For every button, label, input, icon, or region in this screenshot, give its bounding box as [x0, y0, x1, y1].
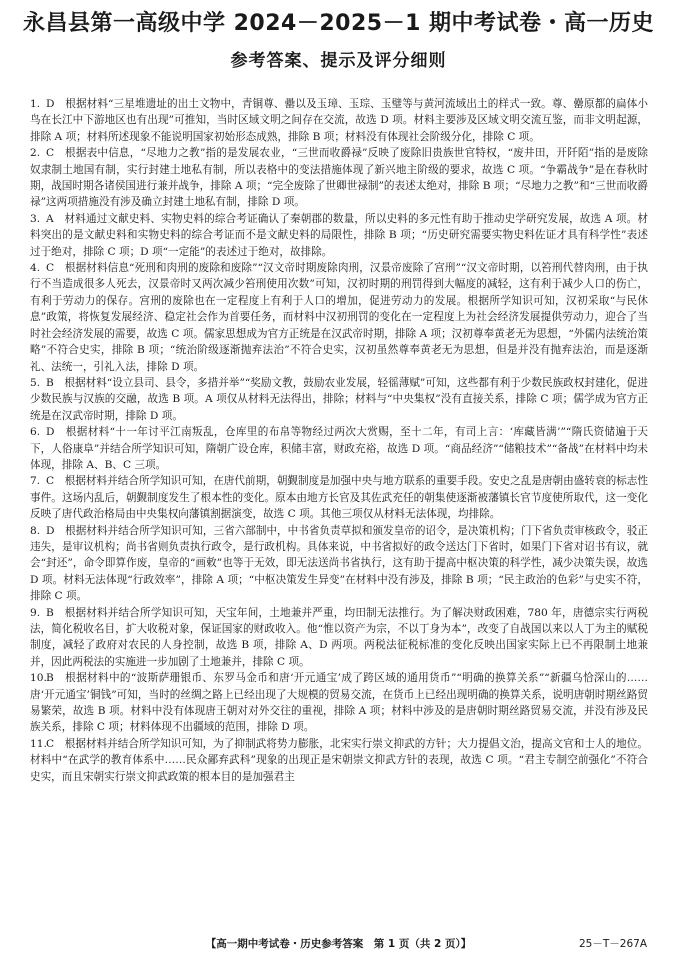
- answer-item: [30, 96, 648, 145]
- answer-text: D 根据材料“三星堆遗址的出土文物中，青铜尊、罍以及玉璋、玉琮、玉璧等与黄河流域出土的样式一致。尊、罍原都的扁体小鸟在长江中下游地区也有出现”可推知，当时区域文明之间存在交流，故选 D 项。材料主要涉及区域文明交流互鉴，而非文明起源，排除 A 项；材料所述现象不能说明国家初始形态成熟，排除 B 项；材料没有体现社会阶级分化，排除 C 项。: [30, 98, 648, 143]
- answer-item: [30, 670, 648, 736]
- answer-number: 1.: [30, 98, 41, 110]
- footer-page-info: 【高一期中考试卷・历史参考答案 第 1 页（共 2 页）】: [205, 938, 472, 950]
- page-footer: [0, 936, 677, 952]
- answer-text: C 根据表中信息，“尽地力之教”指的是发展农业，“三世而收爵禄”反映了废除旧贵族世官特权，“废井田，开阡陌”指的是废除奴隶制土地国有制，实行封建土地私有制，所以表格中的变法措施体现了新兴地主阶级的要求，故选 C 项。“争霸战争”是在春秋时期，战国时期各诸侯国进行兼并战争，排除 A 项；“完全废除了世卿世禄制”的表述太绝对，排除 B 项；“尽地力之教”和“三世而收爵禄”这两项措施没有涉及确立封建土地私有制，排除 D 项。: [30, 147, 648, 209]
- answer-number: 7.: [30, 475, 41, 488]
- answer-text: B 根据材料并结合所学知识可知，天宝年间，土地兼并严重，均田制无法推行。为了解决财政困难，780 年，唐德宗实行两税法，简化税收名目，扩大收税对象，保证国家的财政收入。他“惟以资产为宗，不以丁身为本”，改变了自战国以来以人丁为主的赋税制度，减轻了政府对农民的人身控制，故选 B 项，排除 A、D 两项。两税法征税标准的变化反映出国家实际上已不再限制土地兼并，因此两税法的实施进一步加剧了土地兼并，排除 C 项。: [30, 606, 648, 668]
- answer-text: D 根据材料并结合所学知识可知，三省六部制中，中书省负责草拟和颁发皇帝的诏令，是决策机构；门下省负责审核政令，驳正违失，是审议机构；尚书省则负责执行政令，是行政机构。具体来说，中书省拟好的政令送达门下省时，如果门下省对诏书有议，就会“封还”，命令即算作废，皇帝的“画敕”也等于无效，即无法送尚书省执行，这有助于提高中枢决策的科学性，减少决策失误，故选 D 项。材料无法体现“行政效率”，排除 A 项；“中枢决策发生异变”在材料中没有涉及，排除 B 项；“民主政治的色彩”与史实不符，排除 C 项。: [30, 524, 648, 603]
- answer-item: [30, 736, 648, 785]
- answer-number: 6.: [30, 426, 41, 439]
- footer-exam-code: 25－T－267A: [579, 938, 647, 950]
- answer-number: 3.: [30, 212, 41, 225]
- answer-number: 5.: [30, 376, 41, 389]
- answer-item: [30, 375, 648, 424]
- page-subtitle: 参考答案、提示及评分细则: [230, 51, 447, 71]
- answer-number: 11.: [30, 737, 47, 750]
- answer-item: [30, 211, 648, 260]
- answer-number: 10.: [30, 672, 47, 685]
- answer-number: 4.: [30, 262, 41, 275]
- answer-item: [30, 473, 648, 522]
- answer-text: B 根据材料“设立县司、县令，多措并举”“奖励文教，鼓励农业发展，轻徭薄赋”可知，这些都有利于少数民族政权封建化，促进少数民族与汉族的交融，故选 B 项。A 项仅从材料无法得出，排除；材料与“中央集权”没有直接关系，排除 C 项；儒学成为官方正统是在汉武帝时期，排除 D 项。: [30, 376, 648, 422]
- answer-text: B 根据材料中的“波斯萨珊银币、东罗马金币和唐‘开元通宝’成了跨区域的通用货币”“明确的换算关系”“新疆乌恰深山的……唐‘开元通宝’铜钱”可知，当时的丝绸之路上已经出现了大规模的贸易交流，在货币上已经出现明确的换算关系，说明唐朝时期丝路贸易繁荣，故选 B 项。材料中没有体现唐王朝对对外交往的重视，排除 A 项；材料中涉及的是唐朝时期丝路贸易交流，并没有涉及民族关系，排除 C 项；材料体现不出疆域的范围，排除 D 项。: [30, 672, 648, 734]
- answer-number: 8.: [30, 524, 41, 537]
- answer-item: [30, 424, 648, 473]
- answer-text: D 根据材料“十一年讨平江南叛乱，仓库里的布帛等物经过两次大赏赐，至十二年，有司上言：‘库藏皆满’”“隋氏资储遍于天下，人俗康阜”并结合所学知识可知，隋朝广设仓库，积储丰富，财政充裕，故选 D 项。“商品经济”“储粮技术”“备战”在材料中均未体现，排除 A、B、C 三项。: [30, 426, 648, 471]
- answer-item: [30, 523, 648, 605]
- answer-list: [30, 96, 648, 785]
- answer-item: [30, 605, 648, 671]
- page-title: 永昌县第一高级中学 2024－2025－1 期中考试卷・高一历史: [22, 11, 655, 36]
- answer-item: [30, 260, 648, 375]
- answer-text: A 材料通过文献史料、实物史料的综合考证确认了秦朝郡的数量，所以史料的多元性有助于推动史学研究发展，故选 A 项。材料突出的是文献史料和实物史料的综合考证而不是文献史料的局限性，排除 B 项；“历史研究需要实物史料佐证才具有科学性”表述过于绝对，排除 C 项；D 项“一定能”的表述过于绝对，故排除。: [30, 212, 648, 258]
- answer-text: C 根据材料信息“死刑和肉刑的废除和废除”“汉文帝时期废除肉刑，汉景帝废除了宫刑”“汉文帝时期，以笞刑代替肉刑，由于执行不当造成很多人死去，汉景帝时又两次减少笞刑使用次数”可知，汉初时期的刑罚得到大幅度的减轻，这有利于减少人口的伤亡，有利于劳动力的保存。宫刑的废除也在一定程度上有利于人口的增加，促进劳动力的发展。根据所学知识可知，汉初采取“与民休息”政策，将恢复发展经济、稳定社会作为首要任务，而材料中汉初刑罚的变化在一定程度上为社会经济发展提供劳动力，迎合了当时社会经济发展的需要，故选 C 项。儒家思想成为官方正统是在汉武帝时期，排除 A 项；汉初尊奉黄老无为思想，“外儒内法统治策略”不符合史实，排除 B 项；“统治阶级逐渐抛弃法治”不符合史实，汉初虽然尊奉黄老无为思想，但是并没有抛弃法治，而是逐渐礼、法统一，引礼入法，排除 D 项。: [30, 262, 648, 373]
- answer-number: 9.: [30, 606, 41, 619]
- answer-item: [30, 145, 648, 211]
- answer-text: C 根据材料并结合所学知识可知，为了抑制武将势力膨胀，北宋实行崇文抑武的方针；大力提倡文治，提高文官和士人的地位。材料中“在武学的教育体系中……民众鄙弃武科”现象的出现正是宋朝崇文抑武方针的表现，故选 C 项。“君主专制空前强化”不符合史实，而且宋朝实行崇文抑武政策的根本目的是加强君主: [30, 737, 648, 783]
- answer-number: 2.: [30, 147, 41, 160]
- answer-text: C 根据材料并结合所学知识可知，在唐代前期，朝觐制度是加强中央与地方联系的重要手段。安史之乱是唐朝由盛转衰的标志性事件。这场内乱后，朝觐制度发生了根本性的变化。原本由地方长官及其佐武充任的朝集使逐渐被藩镇长官节度使所取代，这一变化反映了唐代政治格局由中央集权向藩镇割据演变，故选 C 项。其他三项仅从材料无法体现，均排除。: [30, 475, 648, 521]
